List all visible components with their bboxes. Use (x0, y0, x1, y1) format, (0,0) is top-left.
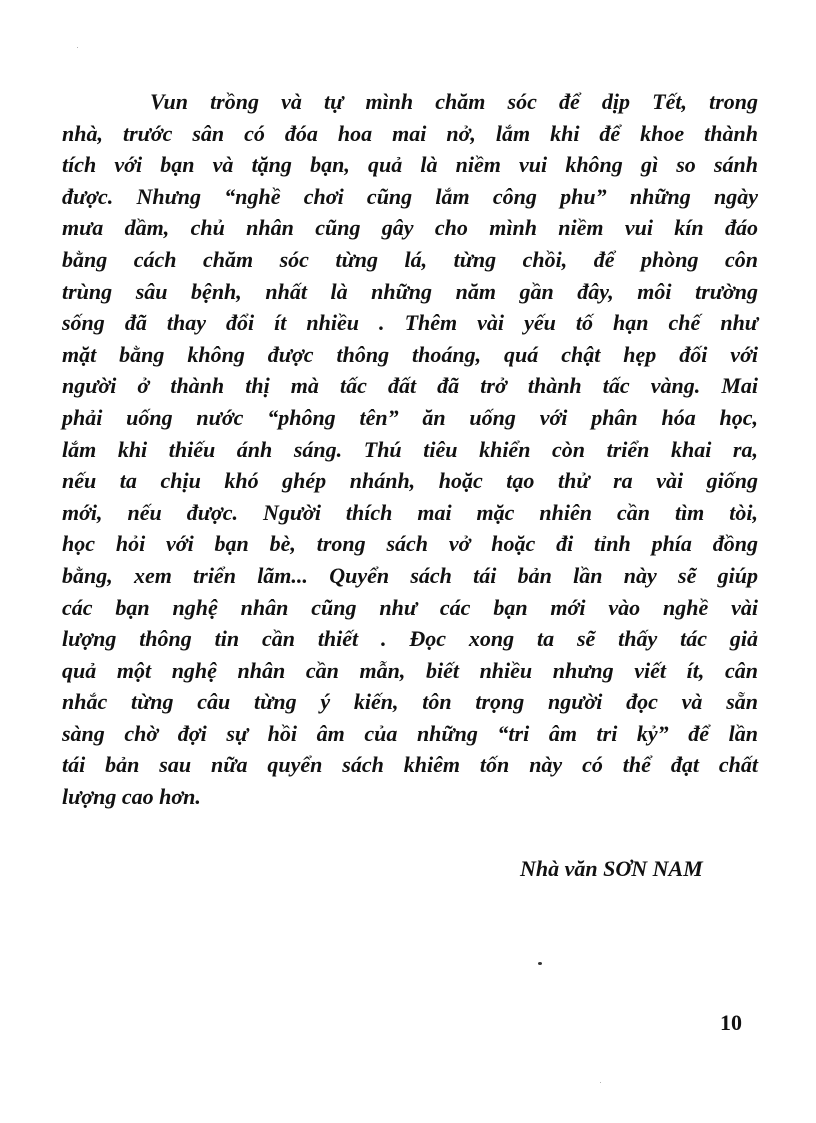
paragraph-line: lượng cao hơn. (62, 784, 201, 810)
paragraph-line: phải uống nước “phông tên” ăn uống với phân hóa học, (62, 404, 758, 430)
paragraph-line: quả một nghệ nhân cần mẫn, biết nhiều nhưng viết ít, cân (62, 657, 758, 683)
paragraph-line: tích với bạn và tặng bạn, quả là niềm vui không gì so sánh (62, 152, 758, 178)
scan-speck (538, 962, 542, 965)
paragraph-line: mặt bằng không được thông thoáng, quá chật hẹp đối với (62, 341, 758, 367)
body-paragraph (62, 86, 758, 813)
paragraph-line: Vun trồng và tự mình chăm sóc để dịp Tết, trong (150, 89, 758, 114)
paragraph-line: học hỏi với bạn bè, trong sách vở hoặc đi tỉnh phía đồng (62, 531, 758, 557)
paragraph-line: trùng sâu bệnh, nhất là những năm gần đây, môi trường (62, 278, 758, 304)
paragraph-line: bằng, xem triển lãm... Quyển sách tái bản lần này sẽ giúp (62, 562, 758, 588)
paragraph-line: bằng cách chăm sóc từng lá, từng chồi, để phòng côn (62, 246, 758, 272)
paragraph-line: sàng chờ đợi sự hồi âm của những “tri âm tri kỷ” để lần (62, 720, 758, 746)
paragraph-line: được. Nhưng “nghề chơi cũng lắm công phu” những ngày (62, 183, 758, 209)
paragraph-line: nếu ta chịu khó ghép nhánh, hoặc tạo thử ra vài giống (62, 468, 758, 494)
paragraph-line: tái bản sau nữa quyển sách khiêm tốn này có thể đạt chất (62, 752, 758, 778)
paragraph-line: nhà, trước sân có đóa hoa mai nở, lắm khi để khoe thành (62, 120, 758, 146)
paragraph-line: mưa dầm, chủ nhân cũng gây cho mình niềm vui kín đáo (62, 215, 758, 241)
author-signature: Nhà văn SƠN NAM (520, 856, 703, 881)
scan-speck (600, 1082, 601, 1083)
paragraph-line: các bạn nghệ nhân cũng như các bạn mới vào nghề vài (62, 594, 758, 620)
paragraph-line: mới, nếu được. Người thích mai mặc nhiên cần tìm tòi, (62, 499, 758, 525)
paragraph-line: sống đã thay đổi ít nhiều . Thêm vài yếu tố hạn chế như (62, 310, 758, 336)
paragraph-line: lắm khi thiếu ánh sáng. Thú tiêu khiển còn triển khai ra, (62, 436, 758, 462)
paragraph-line: nhắc từng câu từng ý kiến, tôn trọng người đọc và sẵn (62, 689, 758, 715)
scan-speck (77, 47, 78, 48)
paragraph-line: lượng thông tin cần thiết . Đọc xong ta sẽ thấy tác giả (62, 626, 758, 652)
paragraph-line: người ở thành thị mà tấc đất đã trở thành tấc vàng. Mai (62, 373, 758, 399)
page-number: 10 (720, 1010, 742, 1035)
